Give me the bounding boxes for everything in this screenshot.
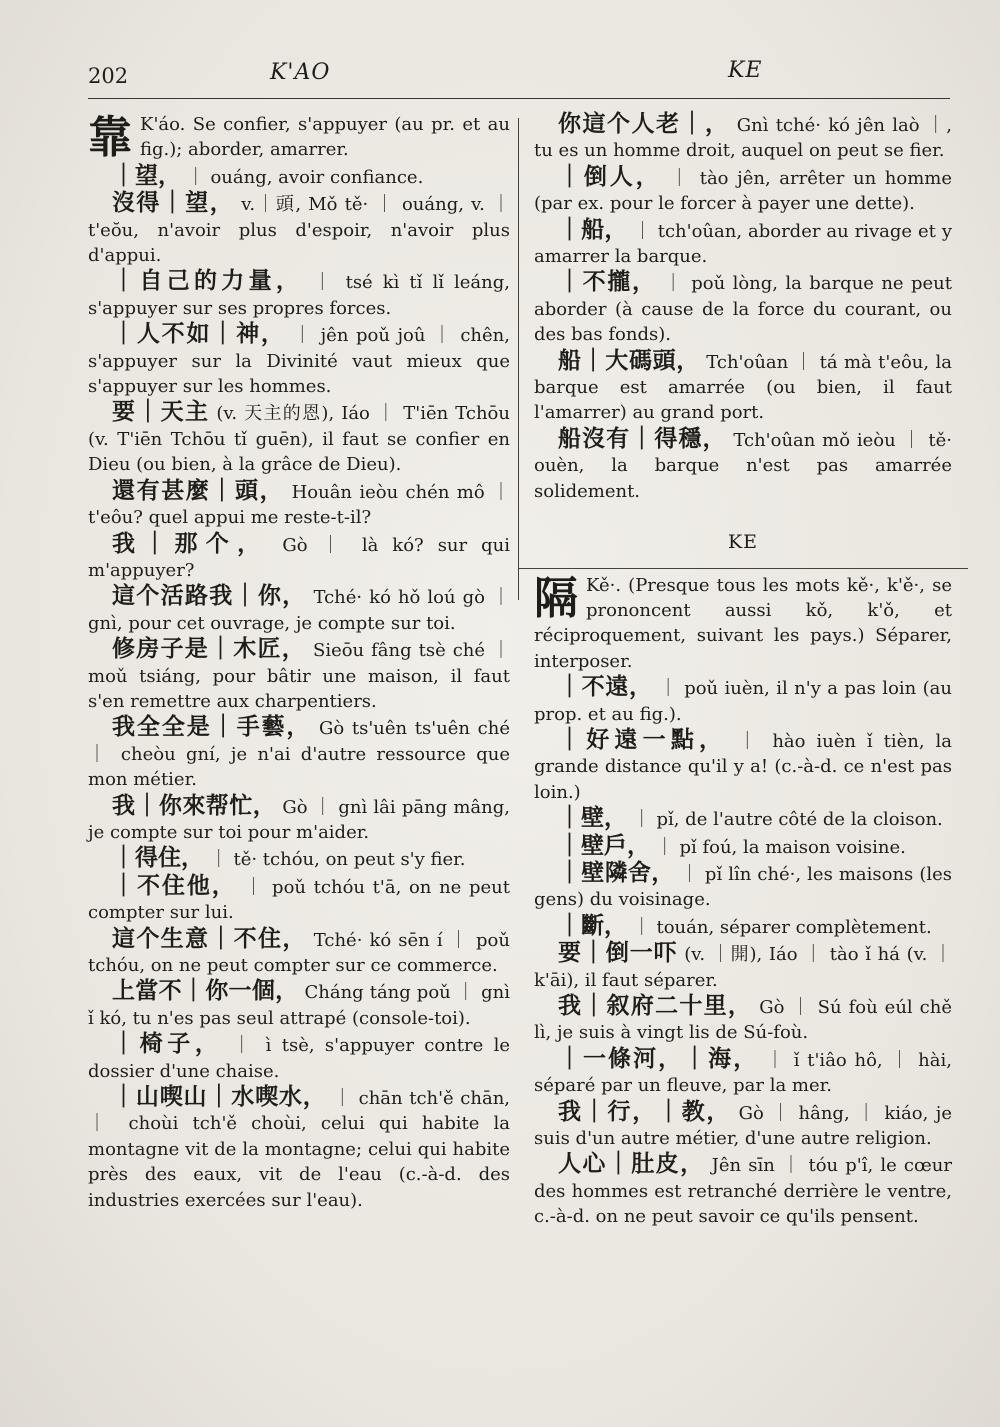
entry-gloss: Gò ｜ là kó? sur qui m'appuyer?: [88, 534, 510, 581]
header-left-title: K'AO: [270, 60, 331, 85]
dictionary-entry: [534, 834, 952, 860]
right-entry-list: [534, 112, 952, 504]
entry-chinese: ｜壁戶，: [558, 832, 650, 859]
dictionary-entry: [534, 941, 952, 993]
entry-gloss: Gò ts'uên ts'uên ché ｜ cheòu gní, je n'ai d'autre ressource que mon métier.: [88, 718, 510, 791]
entry-gloss: Gò ｜ gnì lâi pāng mâng, je compte sur toi pour m'aider.: [88, 796, 510, 843]
entry-chinese: 修房子是｜木匠，: [112, 636, 306, 663]
entry-gloss: Gò ｜ hâng, ｜ kiáo, je suis d'un autre métier, d'une autre religion.: [534, 1102, 952, 1150]
entry-gloss: v.｜頭, Mǒ tě· ｜ ouáng, v. ｜ t'eŏu, n'avoir plus d'espoir, n'avoir plus d'appui.: [88, 194, 510, 267]
dictionary-entry: [534, 861, 952, 913]
dictionary-entry: [534, 112, 952, 164]
entry-chinese: 我｜叙府二十里，: [558, 993, 753, 1019]
entry-gloss: Tch'oûan mǒ ieòu ｜ tě· ouèn, la barque n'est pas amarrée solidement.: [534, 429, 952, 502]
entry-chinese: ｜不遠，: [558, 674, 653, 701]
dictionary-entry: [88, 794, 510, 846]
entry-gloss: ｜ touán, séparer complètement.: [632, 916, 932, 938]
entry-gloss: Gnì tché· kó jên laò ｜, tu es un homme droit, auquel on peut se fier.: [534, 115, 952, 162]
dictionary-entry: [88, 637, 510, 714]
entry-gloss: ｜ chān tch'ě chān, ｜ choùi tch'ě choùi, celui qui habite la montagne vit de la montagne; celui qui habite près des eaux, vit de l'eau (c.-à-d. des industries exercées sur l'eau).: [88, 1088, 511, 1211]
entry-chinese: ｜一條河，｜海，: [558, 1045, 759, 1072]
entry-chinese: 我全全是｜手藝，: [112, 714, 312, 741]
entry-chinese: 我｜那个，: [112, 530, 269, 557]
entry-gloss: ｜ tě· tchóu, on peut s'y fier.: [209, 849, 466, 871]
entry-chinese: ｜壁隣舍，: [558, 859, 675, 886]
entry-chinese: 你這个人老｜，: [558, 111, 730, 137]
dictionary-entry: [88, 715, 510, 792]
dictionary-entry: [88, 400, 510, 477]
dictionary-entry: [88, 322, 510, 399]
dictionary-entry: [88, 979, 510, 1031]
dictionary-entry: [88, 584, 510, 636]
dictionary-entry: [88, 479, 510, 531]
entry-gloss: Sieōu fâng tsè ché ｜ moǔ tsiáng, pour bâtir une maison, il faut s'en remettre aux charpentiers.: [88, 640, 510, 712]
entry-gloss: ｜ poǔ iuèn, il n'y a pas loin (au prop. et au fig.).: [534, 678, 953, 725]
entry-gloss: ｜ hào iuèn ǐ tièn, la grande distance qu'il y a! (c.-à-d. ce n'est pas loin.): [534, 730, 952, 803]
entry-chinese: ｜人不如｜神，: [112, 321, 286, 348]
entry-chinese: 這个活路我｜你，: [112, 583, 307, 610]
entry-gloss: ｜ ì tsè, s'appuyer contre le dossier d'une chaise.: [88, 1035, 510, 1082]
dictionary-entry: [88, 927, 510, 979]
headword-entry: [88, 112, 510, 163]
entry-chinese: 我｜行，｜教，: [558, 1098, 732, 1125]
entry-chinese: ｜不攏，: [558, 269, 657, 296]
left-column: [88, 112, 510, 1214]
section-rule: [518, 568, 968, 569]
dictionary-entry: [534, 806, 952, 832]
entry-chinese: ｜自己的力量，: [112, 268, 304, 295]
entry-gloss: (v. ｜開), Iáo ｜ tào ǐ há (v. ｜ k'āi), il faut séparer.: [534, 944, 953, 991]
dictionary-entry: [534, 349, 952, 426]
entry-gloss: ｜ poǔ lòng, la barque ne peut aborder (à cause de la force du courant, ou des bas fonds).: [534, 273, 952, 346]
dictionary-entry: [534, 728, 952, 805]
section-title: KE: [727, 531, 759, 554]
dictionary-entry: [534, 1047, 952, 1099]
entry-chinese: 沒得｜望，: [112, 190, 235, 217]
entry-chinese: 要｜倒一吓: [558, 940, 678, 967]
entry-gloss: ｜ ǐ t'iâo hô, ｜ hài, séparé par un fleuve, par la mer.: [534, 1049, 952, 1097]
dictionary-entry: [88, 874, 510, 926]
entry-chinese: ｜椅子，: [112, 1031, 223, 1058]
entry-chinese: ｜望，: [112, 162, 181, 189]
entry-chinese: ｜山喫山｜水喫水，: [112, 1084, 327, 1111]
entry-gloss: Cháng táng poǔ ｜ gnì ǐ kó, tu n'es pas seul attrapé (console-toi).: [88, 982, 510, 1029]
entry-chinese: 上當不｜你一個，: [112, 978, 299, 1005]
entry-gloss: Tch'oûan ｜ tá mà t'eôu, la barque est amarrée (ou bien, il faut l'amarrer) au grand port.: [534, 351, 952, 424]
headword-entry: [534, 573, 952, 675]
entry-chinese: 還有甚麼｜頭，: [112, 477, 285, 504]
running-header: [88, 58, 950, 99]
header-right-title: KE: [728, 58, 763, 83]
entry-gloss: (v. 天主的恩), Iáo ｜ T'iēn Tchōu (v. T'iēn Tchōu tǐ guēn), il faut se confier en Dieu (ou bien, à la grâce de Dieu).: [88, 403, 510, 476]
entry-gloss: ｜ tào jên, arrêter un homme (par ex. pour le forcer à payer une dette).: [534, 167, 953, 215]
dictionary-entry: [88, 1085, 510, 1213]
entry-chinese: ｜壁，: [558, 805, 627, 832]
entry-gloss: Houân ieòu chén mô ｜ t'eôu? quel appui me reste-t-il?: [88, 481, 510, 529]
dictionary-entry: [534, 675, 952, 727]
dictionary-entry: [534, 165, 952, 217]
dictionary-entry: [534, 270, 952, 347]
entry-gloss: Gò ｜ Sú foù eúl chě lì, je suis à vingt lis de Sú-foù.: [534, 997, 952, 1044]
entry-chinese: ｜不住他，: [112, 872, 237, 899]
dictionary-entry: [88, 532, 510, 584]
entry-gloss: Tché· kó sēn í ｜ poǔ tchóu, on ne peut compter sur ce commerce.: [88, 929, 510, 976]
entry-gloss: ｜ ouáng, avoir confiance.: [186, 166, 424, 188]
dictionary-entry: [88, 164, 510, 190]
headword-char: 隔: [534, 572, 578, 624]
entry-chinese: 人心｜肚皮，: [558, 1151, 705, 1178]
entry-gloss: ｜ pǐ foú, la maison voisine.: [655, 836, 906, 858]
entry-chinese: 這个生意｜不住，: [112, 925, 307, 952]
entry-gloss: ｜ poǔ tchóu t'ā, on ne peut compter sur lui.: [88, 876, 510, 924]
dictionary-entry: [88, 1032, 510, 1084]
dictionary-entry: [534, 914, 952, 940]
entry-gloss: Jên sīn ｜ tóu p'î, le cœur des hommes est retranché derrière le ventre, c.-à-d. on ne peut savoir ce qu'ils pensent.: [534, 1155, 952, 1228]
entry-gloss: ｜ jên poǔ joû ｜ chên, s'appuyer sur la Divinité vaut mieux que s'appuyer sur les hommes.: [88, 325, 510, 398]
entry-chinese: ｜船，: [558, 216, 628, 243]
entry-chinese: 要｜天主: [112, 399, 210, 426]
entry-gloss: Tché· kó hǒ loú gò ｜ gnì, pour cet ouvrage, je compte sur toi.: [88, 587, 510, 634]
page-number: 202: [88, 64, 129, 88]
entry-chinese: 我｜你來帮忙，: [112, 792, 277, 819]
dictionary-entry: [88, 191, 510, 268]
entry-gloss: ｜ tsé kì tǐ lǐ leáng, s'appuyer sur ses propres forces.: [88, 272, 510, 319]
dictionary-entry: [88, 846, 510, 872]
entry-chinese: ｜斷，: [558, 912, 627, 939]
headword-char: 靠: [88, 112, 132, 163]
headword-definition: Kě·. (Presque tous les mots kě·, k'ě·, se prononcent aussi kǒ, k'ǒ, et réciproquement, suivant les pays.) Séparer, interposer.: [534, 574, 952, 672]
left-entry-list: [88, 164, 510, 1213]
entry-chinese: ｜好遠一點，: [558, 726, 728, 753]
entry-chinese: 船｜大碼頭，: [558, 347, 700, 374]
right-column: [534, 112, 952, 1231]
entry-chinese: ｜得住，: [112, 845, 204, 872]
dictionary-entry: [88, 269, 510, 321]
entry-chinese: 船沒有｜得穩，: [558, 425, 727, 452]
dictionary-entry: [534, 1152, 952, 1229]
dictionary-entry: [534, 218, 952, 270]
dictionary-entry: [534, 1100, 952, 1152]
entry-chinese: ｜倒人，: [558, 163, 662, 190]
dictionary-entry: [534, 427, 952, 504]
headword-definition: K'áo. Se confier, s'appuyer (au pr. et au fig.); aborder, amarrer.: [140, 114, 510, 161]
dictionary-entry: [534, 994, 952, 1046]
entry-gloss: ｜ pǐ, de l'autre côté de la cloison.: [632, 809, 943, 831]
column-divider: [518, 118, 519, 600]
entry-gloss: ｜ tch'oûan, aborder au rivage et y amarrer la barque.: [534, 220, 953, 268]
entry-gloss: ｜ pǐ lîn ché·, les maisons (les gens) du voisinage.: [534, 863, 952, 911]
right-entry-list-2: [534, 675, 952, 1230]
